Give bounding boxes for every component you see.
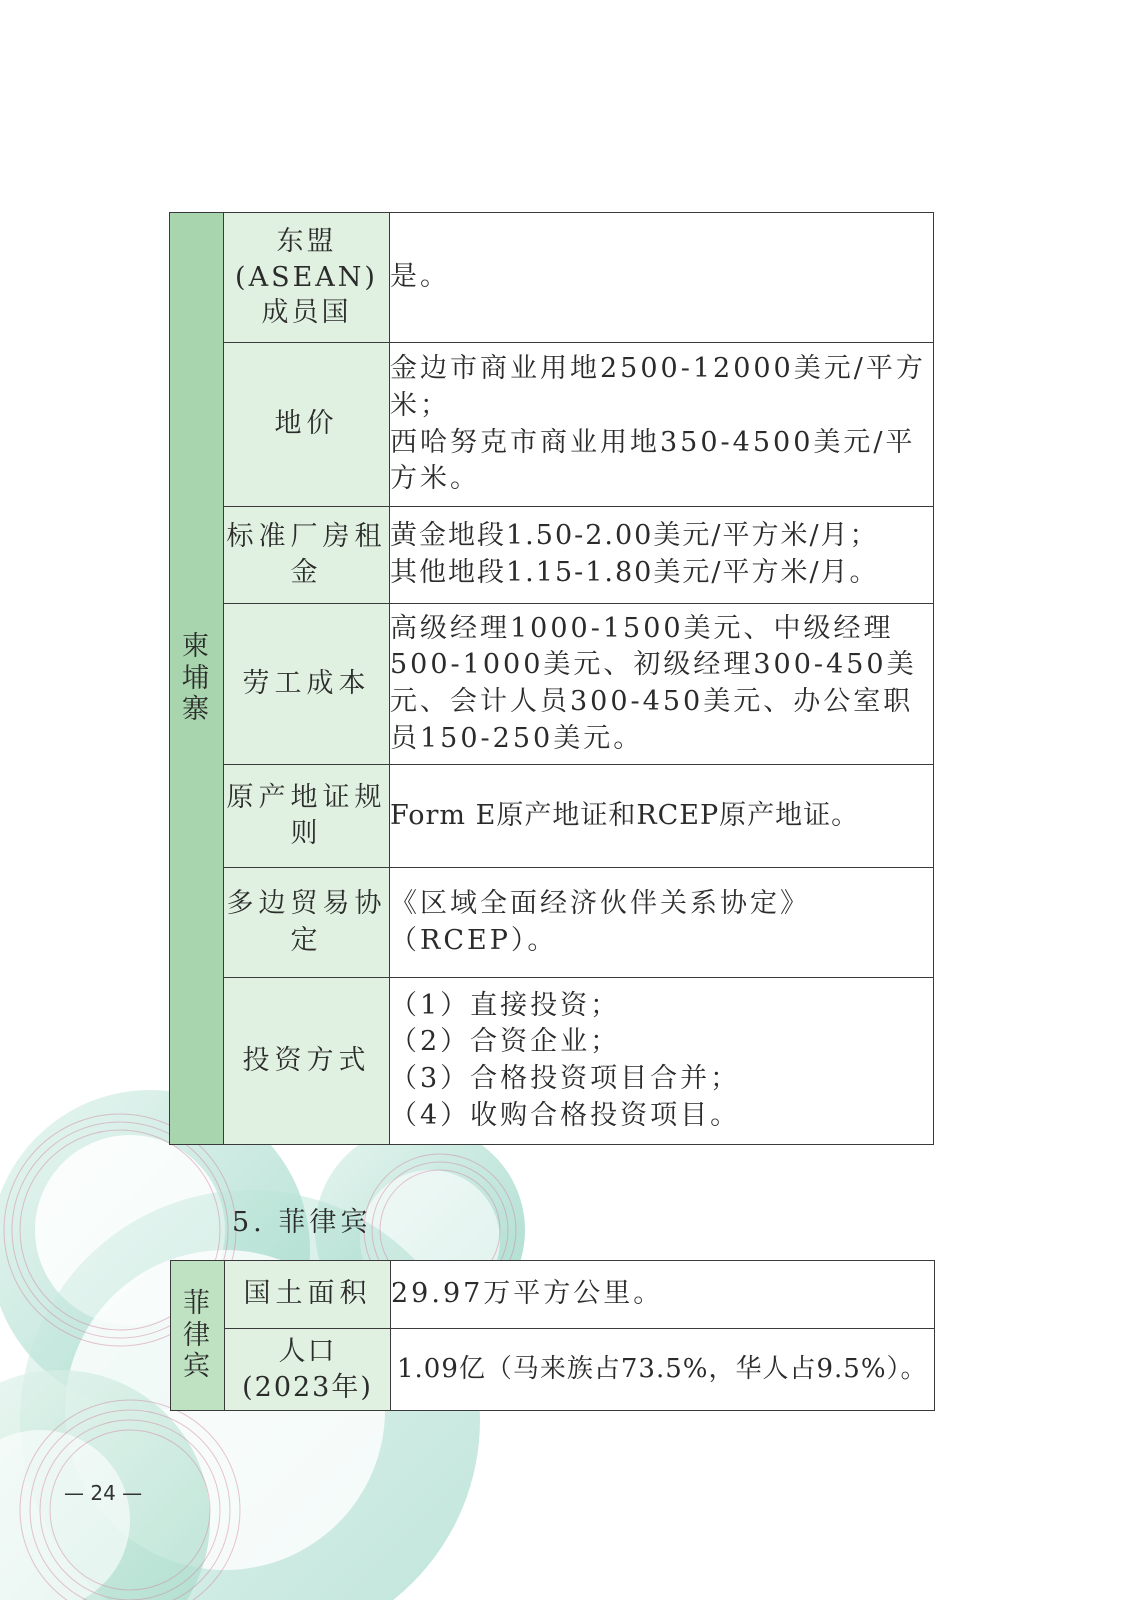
table-row (170, 343, 934, 507)
row-label: 东盟 (ASEAN) 成员国 (224, 213, 390, 343)
row-label: 国土面积 (225, 1261, 391, 1329)
row-value: 高级经理1000-1500美元、中级经理500-1000美元、初级经理300-450美元、会计人员300-450美元、办公室职员150-250美元。 (390, 604, 934, 765)
row-label: 标准厂房租金 (224, 507, 390, 604)
section-heading: 5. 菲律宾 (232, 1207, 372, 1238)
row-value: 29.97万平方公里。 (391, 1261, 935, 1329)
country-cell: 菲律宾 (171, 1261, 225, 1411)
row-value: 黄金地段1.50-2.00美元/平方米/月； 其他地段1.15-1.80美元/平方米/月。 (390, 507, 934, 604)
cambodia-table (169, 212, 934, 1145)
row-label: 多边贸易协定 (224, 868, 390, 978)
row-value: 1.09亿（马来族占73.5%，华人占9.5%）。 (391, 1329, 935, 1411)
table-row (170, 604, 934, 765)
table-row (171, 1329, 935, 1411)
row-label: 人口 (2023年) (225, 1329, 391, 1411)
row-label: 劳工成本 (224, 604, 390, 765)
row-value: （1）直接投资； （2）合资企业； （3）合格投资项目合并； （4）收购合格投资项目。 (390, 978, 934, 1145)
table-row (170, 213, 934, 343)
table-row (171, 1261, 935, 1329)
philippines-table (170, 1260, 935, 1411)
table-row (170, 978, 934, 1145)
row-value: 是。 (390, 213, 934, 343)
table-row (170, 765, 934, 868)
row-value: Form E原产地证和RCEP原产地证。 (390, 765, 934, 868)
row-label: 投资方式 (224, 978, 390, 1145)
table-row (170, 868, 934, 978)
country-cell: 柬埔寨 (170, 213, 224, 1145)
row-value: 《区域全面经济伙伴关系协定》（RCEP）。 (390, 868, 934, 978)
row-label: 原产地证规则 (224, 765, 390, 868)
row-value: 金边市商业用地2500-12000美元/平方米； 西哈努克市商业用地350-4500美元/平方米。 (390, 343, 934, 507)
row-label: 地价 (224, 343, 390, 507)
table-row (170, 507, 934, 604)
page-number: — 24 — (64, 1481, 143, 1505)
